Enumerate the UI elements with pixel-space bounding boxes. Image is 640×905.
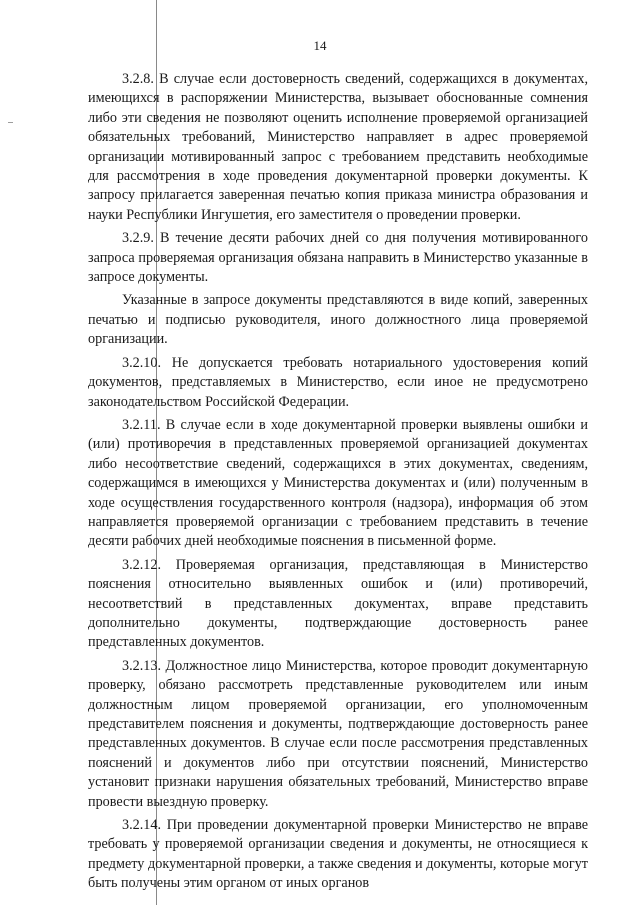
paragraph-3-2-8: 3.2.8. В случае если достоверность сведений, содержащихся в документах, имеющихся в распоряжении Министерства, вызывает обоснованные сомнения либо эти сведения не позволяют оценить исполнение проверяемой организацией обязательных требований, Министерство направляет в адрес проверяемой организации мотивированный запрос с требованием представить необходимые для рассмотрения в ходе проведения документарной проверки документы. К запросу прилагается заверенная печатью копия приказа министра образования и науки Республики Ингушетия, его заместителя о проведении проверки. (88, 71, 588, 223)
paragraph-3-2-12: 3.2.12. Проверяемая организация, представляющая в Министерство пояснения относительно выявленных ошибок и (или) противоречий, несоответствий в представленных документах, вправе представить дополнительно документы, подтверждающие достоверность ранее представленных документов. (88, 556, 588, 651)
scan-edge-mark (8, 122, 13, 123)
page-number: 14 (313, 38, 327, 53)
paragraph-3-2-13: 3.2.13. Должностное лицо Министерства, которое проводит документарную проверку, обязано рассмотреть представленные руководителем или иным должностным лицом проверяемой организации, его уполномоченным представителем пояснения и документы, подтверждающие достоверность ранее представленных документов. В случае если после рассмотрения представленных пояснений и документов либо при отсутствии пояснений, Министерство установит признаки нарушения обязательных требований, Министерство вправе провести выездную проверку. (88, 657, 588, 810)
paragraph-3-2-14: 3.2.14. При проведении документарной проверки Министерство не вправе требовать у проверяемой организации сведения и документы, не относящиеся к предмету документарной проверки, а также сведения и документы, которые могут быть получены этим органом от иных органов (88, 817, 588, 892)
paragraph-3-2-10: 3.2.10. Не допускается требовать нотариального удостоверения копий документов, представляемых в Министерство, если иное не предусмотрено законодательством Российской Федерации. (88, 354, 588, 410)
paragraph-documents-copies: Указанные в запросе документы представляются в виде копий, заверенных печатью и подписью руководителя, иного должностного лица проверяемой организации. (88, 292, 588, 348)
paragraph-3-2-11: 3.2.11. В случае если в ходе документарной проверки выявлены ошибки и (или) противоречия в представленных проверяемой организацией документах либо несоответствие сведений, содержащихся в этих документах, сведениям, содержащимся в имеющихся у Министерства документах и (или) полученным в ходе осуществления государственного контроля (надзора), информация об этом направляется проверяемой организации с требованием представить в течение десяти рабочих дней необходимые пояснения в письменной форме. (88, 416, 588, 550)
paragraph-3-2-9: 3.2.9. В течение десяти рабочих дней со дня получения мотивированного запроса проверяемая организация обязана направить в Министерство указанные в запросе документы. (88, 230, 588, 286)
document-body (88, 70, 588, 898)
